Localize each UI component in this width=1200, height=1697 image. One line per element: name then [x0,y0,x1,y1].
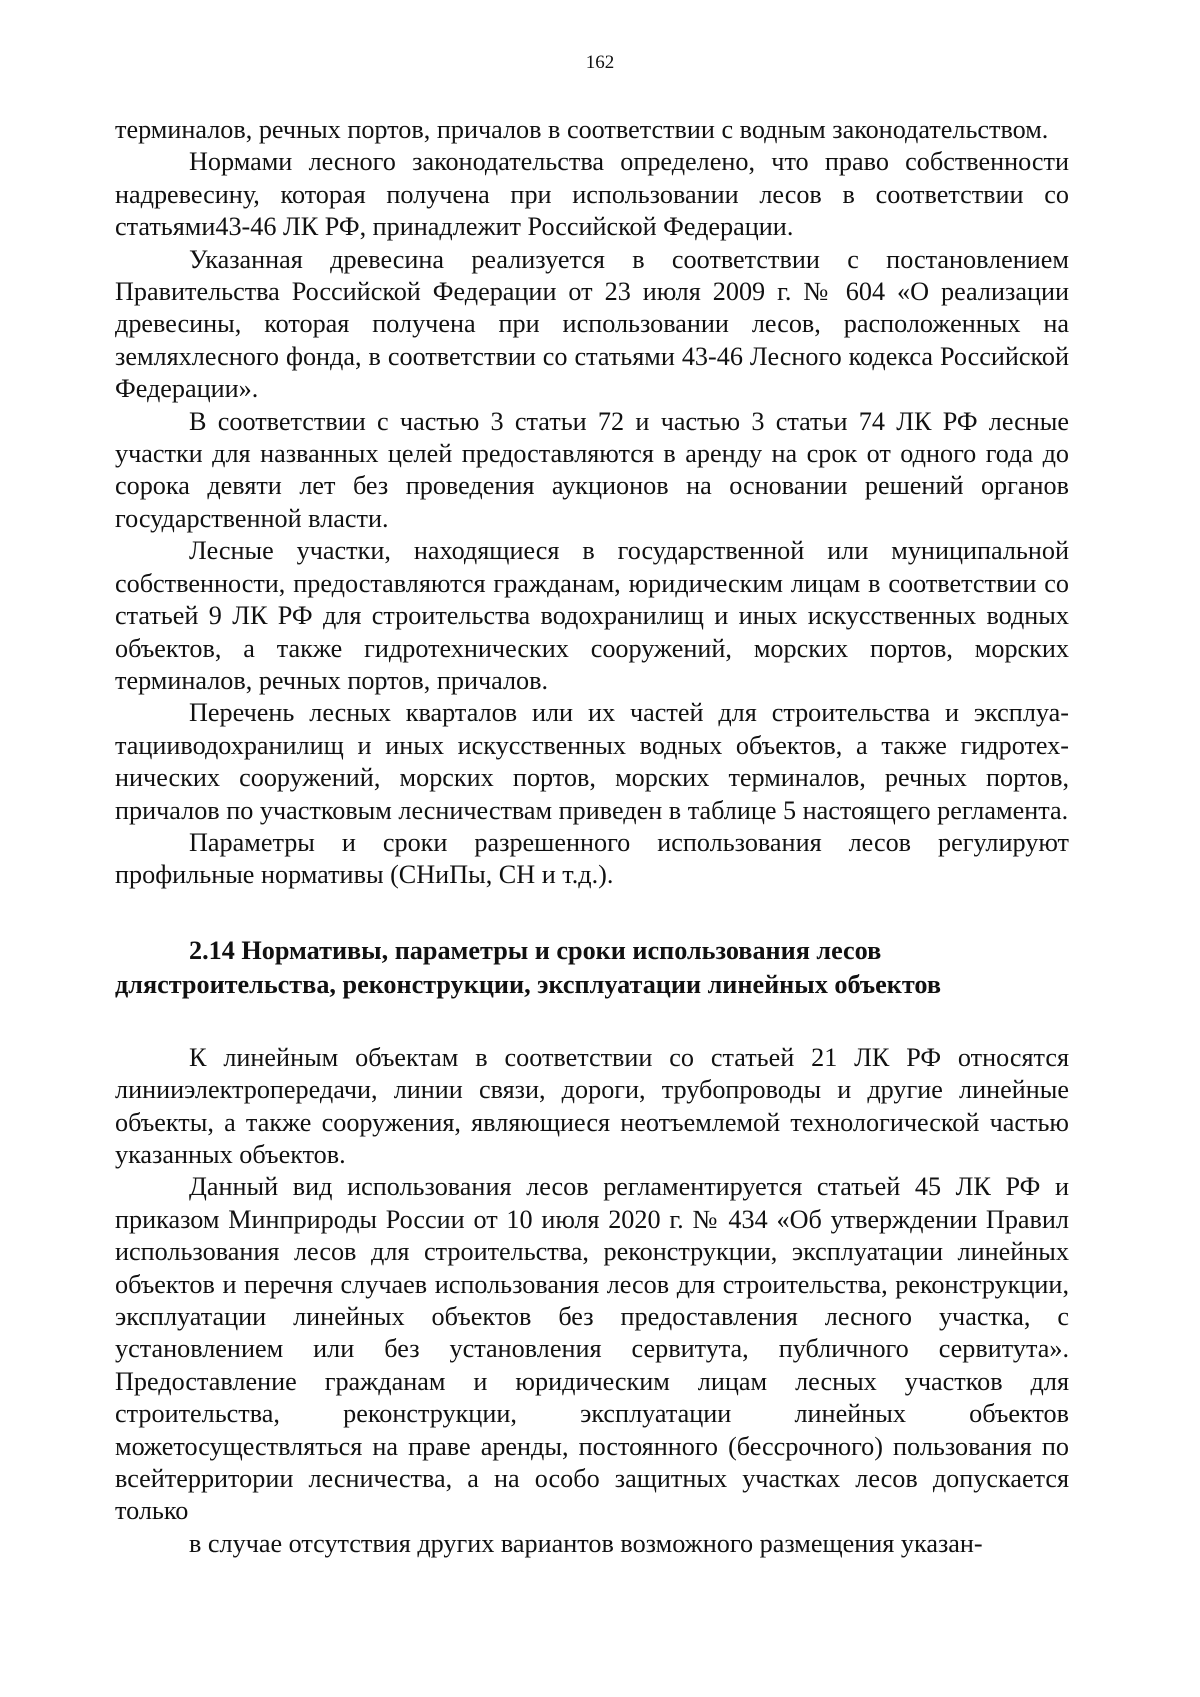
paragraph: терминалов, речных портов, причалов в соответствии с водным законодательством. [115,115,1049,144]
section-paragraphs-bottom [115,1042,1069,1561]
section-heading [115,934,1069,1002]
paragraph: Параметры и сроки разрешенного использования лесов регулируют профильные нормативы (СНиПы, СН и т.д.). [115,827,1069,890]
section-heading-line-2: длястроительства, реконструкции, эксплуатации линейных объектов [115,969,941,999]
page-number: 162 [585,52,615,73]
body-text [115,114,1069,1560]
paragraph: Данный вид использования лесов регламентируется статьей 45 ЛК РФ и приказом Минприроды России от 10 июля 2020 г. № 434 «Об утверждении Правил использования лесов для строительства, реконструкции, эксплуатации линейных объектов и перечня случаев использования лесов для строительства, реконструкции, эксплуатации линейных объектов без предоставления лесного участка, с установлением или без установления сервитута, публичного сервитута». Предоставление гражданам и юридическим лицам лесных участков для строительства, реконструкции, эксплуатации линейных объектов можетосуществляться на праве аренды, постоянного (бессрочного) пользования по всейтерритории лесничества, а на особо защитных участках лесов допускается только [115,1172,1069,1526]
paragraph: К линейным объектам в соответствии со статьей 21 ЛК РФ относятся линииэлектропередачи, линии связи, дороги, трубопроводы и другие линейные объекты, а также сооружения, являющиеся неотъемлемой технологической частью указанных объектов. [115,1042,1069,1169]
section-heading-line-1: 2.14 Нормативы, параметры и сроки использования лесов [189,935,882,965]
paragraph: в случае отсутствия других вариантов возможного размещения указан- [189,1528,983,1558]
paragraph: В соответствии с частью 3 статьи 72 и частью 3 статьи 74 ЛК РФ лесные участки для названных целей предоставляются в аренду на срок от одного года до сорока девяти лет без проведения аукционов на основании решений органов государственной власти. [115,406,1069,533]
paragraph: Указанная древесина реализуется в соответствии с постановлением Правительства Российской Федерации от 23 июля 2009 г. № 604 «О реализации древесины, которая получена при использовании лесов, расположенных на земляхлесного фонда, в соответствии со статьями 43-46 Лесного кодекса Российской Федерации». [115,244,1069,404]
section-paragraphs-top [115,114,1069,892]
paragraph: Лесные участки, находящиеся в государственной или муниципальной собственности, предоставляются гражданам, юридическим лицам в соответствии со статьей 9 ЛК РФ для строительства водохранилищ и иных искусственных водных объектов, а также гидротехнических сооружений, морских портов, морских терминалов, речных портов, причалов. [115,536,1069,695]
paragraph: Перечень лесных кварталов или их частей для строительства и эксплуатацииводохранилищ и иных искусственных водных объектов, а также гидротехнических сооружений, морских портов, морских терминалов, речных портов, причалов по участковым лесничествам приведен в таблице 5 настоящего регламента. [115,698,1069,825]
paragraph: Нормами лесного законодательства определено, что право собственности надревесину, которая получена при использовании лесов в соответствии со статьями43-46 ЛК РФ, принадлежит Российской Федерации. [115,147,1069,242]
